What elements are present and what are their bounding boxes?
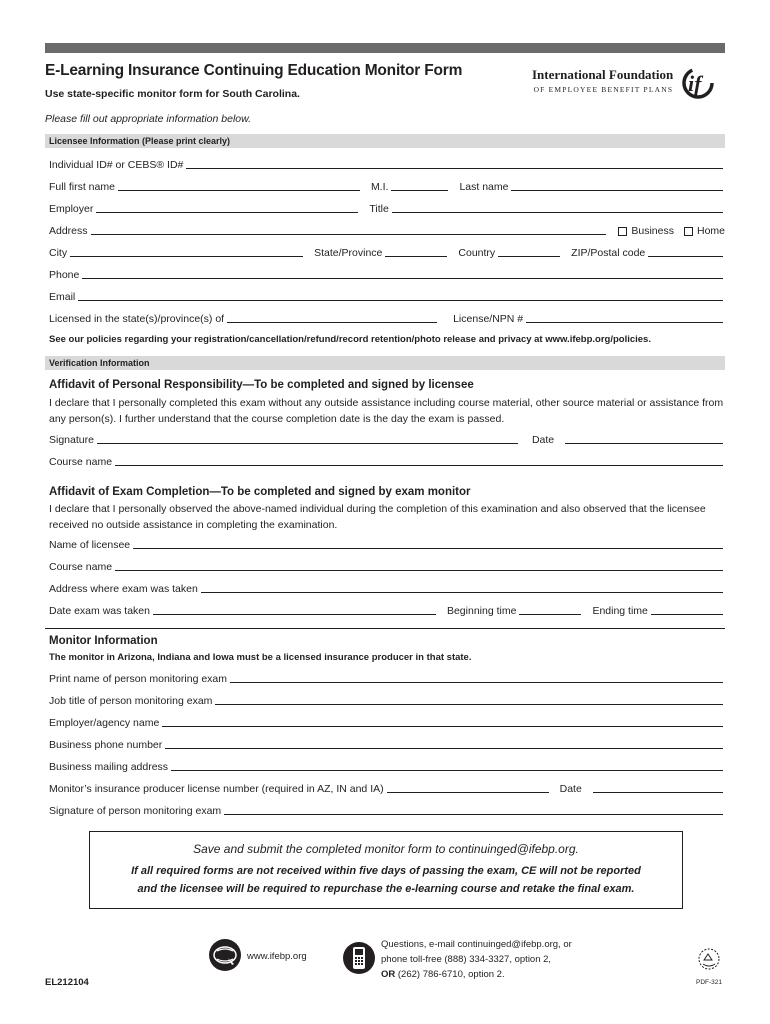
zip-label: ZIP/Postal code: [571, 247, 646, 259]
date-exam-field[interactable]: [153, 614, 436, 615]
license-number-row: [49, 781, 725, 795]
beginning-time-label: Beginning time: [446, 605, 517, 617]
agency-field[interactable]: [162, 726, 723, 727]
logo-line2: OF EMPLOYEE BENEFIT PLANS: [533, 85, 674, 94]
agency-label: Employer/agency name: [49, 717, 160, 729]
business-label: Business: [631, 225, 674, 237]
name-of-licensee-label: Name of licensee: [49, 539, 131, 551]
address-exam-label: Address where exam was taken: [49, 583, 198, 595]
contact-info: [381, 937, 572, 982]
contact-line1: Questions, e-mail continuinged@ifebp.org, or: [381, 939, 572, 950]
license-number-label: Monitor’s insurance producer license number (required in AZ, IN and IA): [49, 783, 384, 795]
email-row: [49, 289, 725, 303]
zip-field[interactable]: [648, 256, 723, 257]
ending-time-field[interactable]: [651, 614, 723, 615]
mi-field[interactable]: [391, 190, 448, 191]
phone-row: [49, 267, 725, 281]
business-phone-row: [49, 737, 725, 751]
phone-label: Phone: [49, 269, 80, 281]
monitor-signature-field[interactable]: [224, 814, 723, 815]
city-field[interactable]: [70, 256, 303, 257]
email-label: Email: [49, 291, 76, 303]
home-checkbox[interactable]: [684, 225, 725, 237]
license-npn-label: License/NPN #: [453, 313, 524, 325]
monitor-signature-row: [49, 803, 725, 817]
submit-warning: [90, 862, 682, 898]
date-label: Date: [531, 434, 555, 446]
licensed-row: [49, 311, 725, 325]
country-label: Country: [458, 247, 496, 259]
employer-row: [49, 201, 725, 215]
employer-field[interactable]: [96, 212, 358, 213]
licensee-section-band: Licensee Information (Please print clearly): [45, 134, 725, 148]
print-name-row: [49, 671, 725, 685]
address-label: Address: [49, 225, 88, 237]
business-phone-label: Business phone number: [49, 739, 163, 751]
monitor-date-field[interactable]: [593, 792, 723, 793]
course-name-row: [49, 454, 725, 468]
job-title-row: [49, 693, 725, 707]
form-code: EL212104: [45, 977, 89, 988]
beginning-time-field[interactable]: [519, 614, 581, 615]
address-exam-field[interactable]: [201, 592, 723, 593]
id-row: [49, 157, 725, 171]
date-exam-label: Date exam was taken: [49, 605, 150, 617]
checkbox-square-icon: [618, 227, 627, 236]
submit-line1: Save and submit the completed monitor form to continuinged@ifebp.org.: [193, 842, 579, 856]
course-name2-label: Course name: [49, 561, 113, 573]
top-rule: [45, 43, 725, 53]
submit-line3: and the licensee will be required to repurchase the e-learning course and retake the final exam.: [137, 883, 635, 895]
ending-time-label: Ending time: [592, 605, 648, 617]
home-label: Home: [696, 225, 725, 237]
mailing-field[interactable]: [171, 770, 723, 771]
title-label: Title: [369, 203, 389, 215]
instructions: Please fill out appropriate information below.: [45, 113, 252, 125]
job-title-field[interactable]: [215, 704, 723, 705]
verification-section-band: Verification Information: [45, 356, 725, 370]
business-checkbox[interactable]: [618, 225, 674, 237]
monitor-date-label: Date: [559, 783, 582, 795]
address-exam-row: [49, 581, 725, 595]
recycle-seal-icon: [697, 946, 721, 981]
name-of-licensee-field[interactable]: [133, 548, 723, 549]
affidavit-exam-title: Affidavit of Exam Completion—To be completed and signed by exam monitor: [49, 486, 471, 498]
employer-label: Employer: [49, 203, 94, 215]
address-row: [49, 223, 725, 237]
state-field[interactable]: [385, 256, 447, 257]
checkbox-square-icon: [684, 227, 693, 236]
form-title: E-Learning Insurance Continuing Education Monitor Form: [45, 62, 463, 79]
affidavit-personal-title: Affidavit of Personal Responsibility—To be completed and signed by licensee: [49, 379, 474, 391]
country-field[interactable]: [498, 256, 560, 257]
name-of-licensee-row: [49, 537, 725, 551]
affidavit-personal-text: I declare that I personally completed this exam without any outside assistance including course material, other source material or assistance from any person(s). I further understand that the course completion date is the day the exam is passed.: [49, 397, 724, 425]
contact-line3-text: (262) 786-6710, option 2.: [395, 969, 505, 980]
website-link[interactable]: www.ifebp.org: [247, 951, 307, 962]
monitor-divider: [45, 628, 725, 629]
license-number-field[interactable]: [387, 792, 549, 793]
pdf-code: PDF-321: [696, 979, 723, 986]
course-name2-row: [49, 559, 725, 573]
logo-mark-text: if: [688, 71, 702, 96]
date-exam-row: [49, 603, 725, 617]
license-npn-field[interactable]: [526, 322, 723, 323]
phone-icon: [343, 940, 375, 981]
if-logo-icon: [676, 66, 722, 105]
signature-field[interactable]: [97, 443, 518, 444]
mailing-row: [49, 759, 725, 773]
business-phone-field[interactable]: [165, 748, 723, 749]
date-field[interactable]: [565, 443, 723, 444]
signature-label: Signature: [49, 434, 94, 446]
id-label: Individual ID# or CEBS® ID#: [49, 159, 184, 171]
course-name2-field[interactable]: [115, 570, 723, 571]
monitor-title: Monitor Information: [49, 635, 158, 647]
mi-label: M.I.: [370, 181, 389, 193]
contact-line2: phone toll-free (888) 334-3327, option 2,: [381, 954, 552, 965]
submit-notice-box: [89, 831, 683, 909]
last-name-label: Last name: [459, 181, 509, 193]
submit-line2: If all required forms are not received within five days of passing the exam, CE will not be reported: [131, 865, 641, 877]
monitor-signature-label: Signature of person monitoring exam: [49, 805, 222, 817]
print-name-field[interactable]: [230, 682, 723, 683]
first-name-field[interactable]: [118, 190, 360, 191]
globe-mouse-icon: [208, 938, 242, 977]
first-name-label: Full first name: [49, 181, 115, 193]
id-field[interactable]: [186, 168, 723, 169]
city-row: [49, 245, 725, 259]
name-row: [49, 179, 725, 193]
agency-row: [49, 715, 725, 729]
licensed-in-field[interactable]: [227, 322, 437, 323]
foundation-logo-text: [532, 67, 673, 94]
print-name-label: Print name of person monitoring exam: [49, 673, 228, 685]
form-subtitle: Use state-specific monitor form for South Carolina.: [45, 88, 300, 100]
signature-row: [49, 432, 725, 446]
phone-field[interactable]: [82, 278, 723, 279]
city-label: City: [49, 247, 68, 259]
email-field[interactable]: [78, 300, 723, 301]
mailing-label: Business mailing address: [49, 761, 169, 773]
course-name-field[interactable]: [115, 465, 723, 466]
title-field[interactable]: [392, 212, 723, 213]
licensed-in-label: Licensed in the state(s)/province(s) of: [49, 313, 225, 325]
address-field[interactable]: [91, 234, 607, 235]
contact-or: OR: [381, 969, 396, 980]
course-name-label: Course name: [49, 456, 113, 468]
job-title-label: Job title of person monitoring exam: [49, 695, 213, 707]
policies-note: See our policies regarding your registration/cancellation/refund/record retention/photo release and privacy at www.ifebp.org/policies.: [49, 334, 651, 345]
contact-line3: [381, 967, 572, 982]
last-name-field[interactable]: [511, 190, 723, 191]
affidavit-exam-text: I declare that I personally observed the above-named individual during the completion of this examination and also observed that the licensee received no outside assistance in completing the examination.: [49, 503, 706, 531]
monitor-note: The monitor in Arizona, Indiana and Iowa must be a licensed insurance producer in that state.: [49, 652, 472, 663]
state-label: State/Province: [314, 247, 383, 259]
logo-line1: International Foundation: [532, 67, 674, 82]
